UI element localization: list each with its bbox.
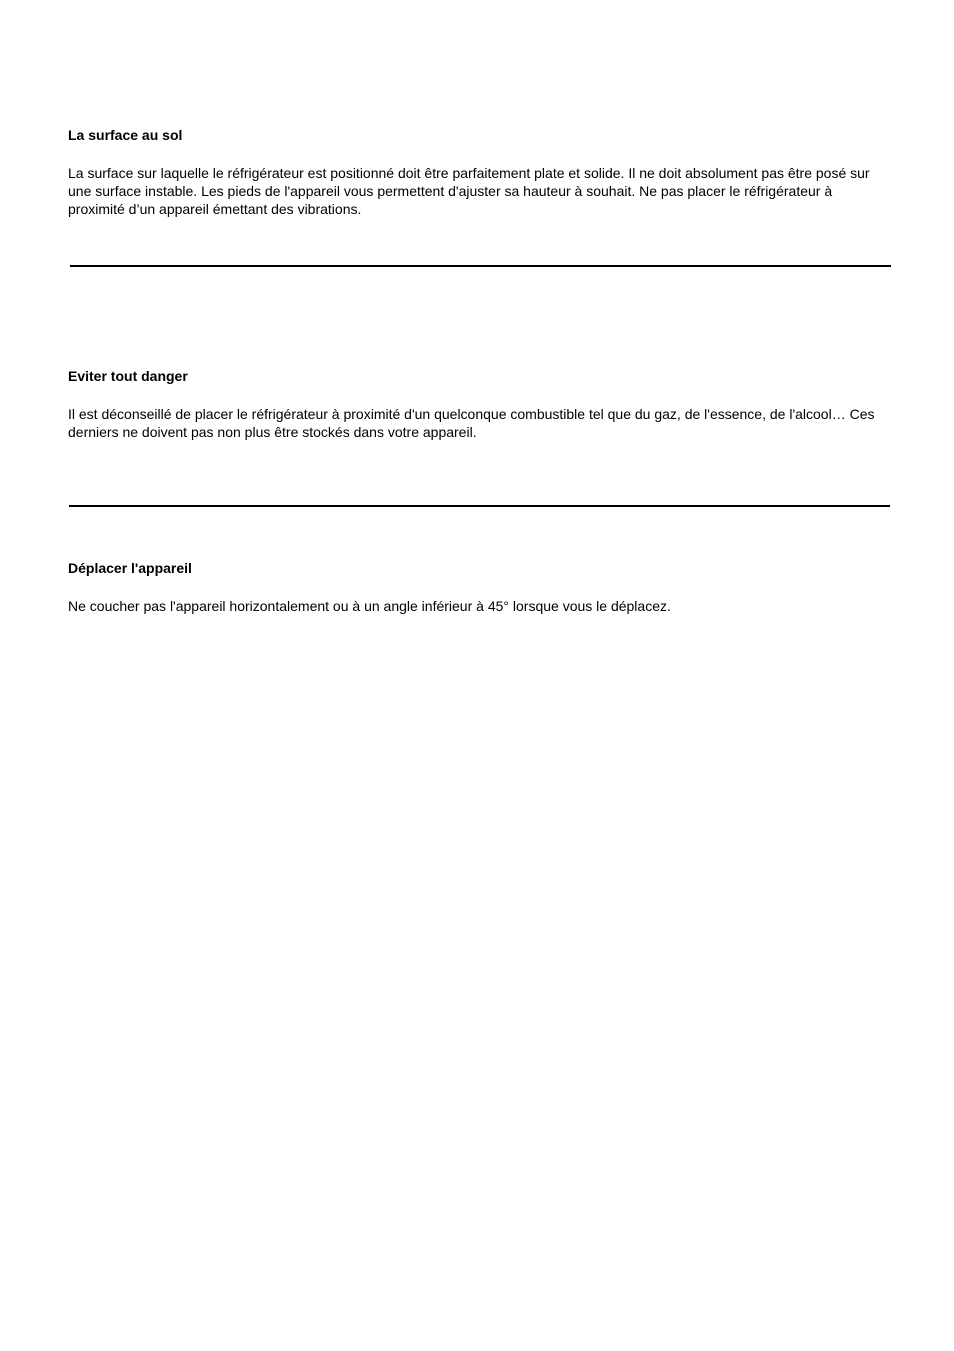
section-heading: La surface au sol xyxy=(68,127,183,143)
section-heading: Eviter tout danger xyxy=(68,368,188,384)
section-body: Ne coucher pas l'appareil horizontalement ou à un angle inférieur à 45° lorsque vous le déplacez. xyxy=(68,598,671,614)
section-divider xyxy=(69,505,890,507)
section-divider xyxy=(70,265,891,267)
section-body: Il est déconseillé de placer le réfrigérateur à proximité d'un quelconque combustible tel que du gaz, de l'essence, de l'alcool… Ces derniers ne doivent pas non plus être stockés dans votre appareil. xyxy=(68,406,875,440)
section-move-appliance xyxy=(68,560,888,615)
section-floor-surface xyxy=(68,127,888,218)
section-heading: Déplacer l'appareil xyxy=(68,560,192,576)
section-body: La surface sur laquelle le réfrigérateur est positionné doit être parfaitement plate et solide. Il ne doit absolument pas être posé sur une surface instable. Les pieds de l'appareil vous permettent d'ajuster sa hauteur à souhait. Ne pas placer le réfrigérateur à proximité d’un appareil émettant des vibrations. xyxy=(68,165,870,217)
section-avoid-danger xyxy=(68,368,888,441)
